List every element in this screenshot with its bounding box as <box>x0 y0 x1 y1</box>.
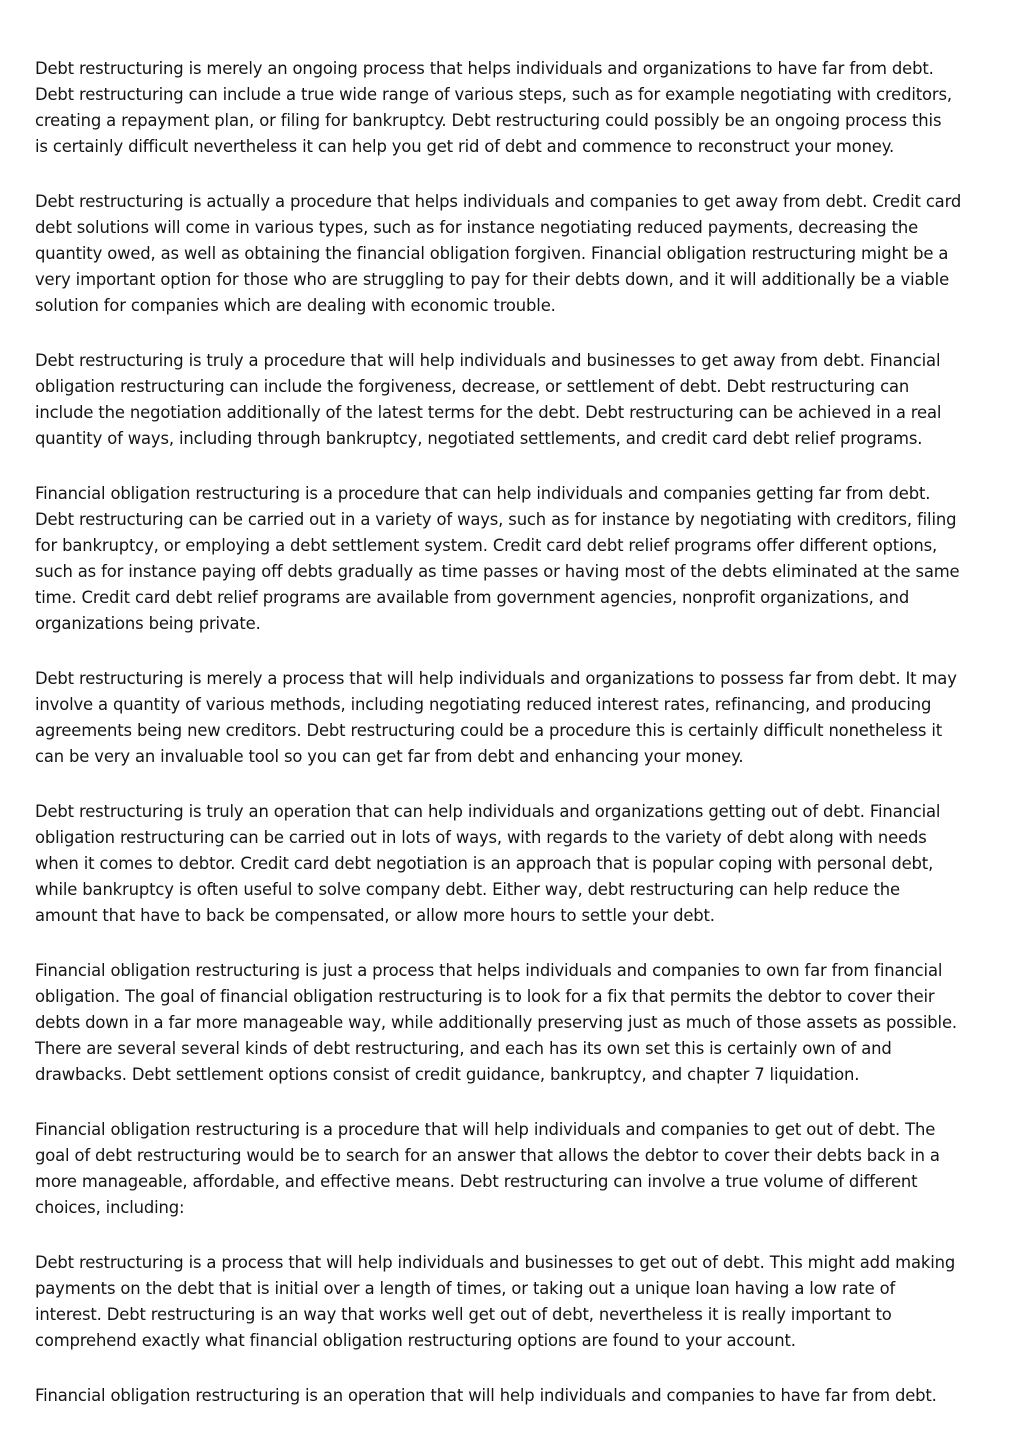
text-line: such as for instance paying off debts gradually as time passes or having most of the debts eliminated at the same <box>35 562 960 581</box>
text-line: include the negotiation additionally of the latest terms for the debt. Debt restructuring can be achieved in a real <box>35 403 942 422</box>
text-line: debt solutions will come in various types, such as for instance negotiating reduced payments, decreasing the <box>35 218 919 237</box>
text-line: is certainly difficult nevertheless it can help you get rid of debt and commence to reconstruct your money. <box>35 137 895 156</box>
paragraph-5 <box>35 666 995 770</box>
text-line: drawbacks. Debt settlement options consist of credit guidance, bankruptcy, and chapter 7 liquidation. <box>35 1065 860 1084</box>
paragraph-6 <box>35 799 995 929</box>
text-line: while bankruptcy is often useful to solve company debt. Either way, debt restructuring can help reduce the <box>35 880 900 899</box>
text-line: very important option for those who are struggling to pay for their debts down, and it will additionally be a viable <box>35 270 950 289</box>
document-page <box>35 56 995 1438</box>
text-line: Financial obligation restructuring is a procedure that can help individuals and companies getting far from debt. <box>35 484 931 503</box>
paragraph-2 <box>35 189 995 319</box>
text-line: more manageable, affordable, and effective means. Debt restructuring can involve a true volume of different <box>35 1172 918 1191</box>
paragraph-8 <box>35 1117 995 1221</box>
text-line: obligation restructuring can include the forgiveness, decrease, or settlement of debt. Debt restructuring can <box>35 377 910 396</box>
paragraph-7 <box>35 958 995 1088</box>
text-line: choices, including: <box>35 1198 185 1217</box>
text-line: for bankruptcy, or employing a debt settlement system. Credit card debt relief programs offer different options, <box>35 536 938 555</box>
text-line: Debt restructuring can be carried out in a variety of ways, such as for instance by negotiating with creditors, filing <box>35 510 957 529</box>
text-line: Debt restructuring is merely an ongoing process that helps individuals and organizations to have far from debt. <box>35 59 934 78</box>
text-line: Financial obligation restructuring is just a process that helps individuals and companies to own far from financial <box>35 961 943 980</box>
text-line: amount that have to back be compensated, or allow more hours to settle your debt. <box>35 906 715 925</box>
text-line: creating a repayment plan, or filing for bankruptcy. Debt restructuring could possibly be an ongoing process this <box>35 111 942 130</box>
text-line: goal of debt restructuring would be to search for an answer that allows the debtor to cover their debts back in a <box>35 1146 940 1165</box>
text-line: time. Credit card debt relief programs are available from government agencies, nonprofit organizations, and <box>35 588 910 607</box>
paragraph-9 <box>35 1250 995 1354</box>
text-line: can be very an invaluable tool so you can get far from debt and enhancing your money. <box>35 747 744 766</box>
paragraph-10 <box>35 1383 995 1409</box>
text-line: Debt restructuring is a process that will help individuals and businesses to get out of debt. This might add making <box>35 1253 956 1272</box>
text-line: comprehend exactly what financial obligation restructuring options are found to your account. <box>35 1331 796 1350</box>
paragraph-4 <box>35 481 995 637</box>
text-line: There are several several kinds of debt restructuring, and each has its own set this is certainly own of and <box>35 1039 892 1058</box>
text-line: organizations being private. <box>35 614 261 633</box>
text-line: Debt restructuring is merely a process that will help individuals and organizations to possess far from debt. It may <box>35 669 957 688</box>
text-line: Debt restructuring can include a true wide range of various steps, such as for example negotiating with creditors, <box>35 85 952 104</box>
text-line: quantity owed, as well as obtaining the financial obligation forgiven. Financial obligation restructuring might be a <box>35 244 949 263</box>
text-line: Debt restructuring is actually a procedure that helps individuals and companies to get away from debt. Credit card <box>35 192 962 211</box>
text-line: payments on the debt that is initial over a length of times, or taking out a unique loan having a low rate of <box>35 1279 896 1298</box>
text-line: solution for companies which are dealing with economic trouble. <box>35 296 556 315</box>
text-line: quantity of ways, including through bankruptcy, negotiated settlements, and credit card debt relief programs. <box>35 429 923 448</box>
text-line: involve a quantity of various methods, including negotiating reduced interest rates, refinancing, and producing <box>35 695 932 714</box>
text-line: Debt restructuring is truly an operation that can help individuals and organizations getting out of debt. Financial <box>35 802 941 821</box>
text-line: Debt restructuring is truly a procedure that will help individuals and businesses to get away from debt. Financial <box>35 351 941 370</box>
text-line: debts down in a far more manageable way, while additionally preserving just as much of those assets as possible. <box>35 1013 957 1032</box>
text-line: obligation restructuring can be carried out in lots of ways, with regards to the variety of debt along with needs <box>35 828 927 847</box>
paragraph-3 <box>35 348 995 452</box>
paragraph-1 <box>35 56 995 160</box>
text-line: interest. Debt restructuring is an way that works well get out of debt, nevertheless it is really important to <box>35 1305 892 1324</box>
text-line: agreements being new creditors. Debt restructuring could be a procedure this is certainly difficult nonetheless it <box>35 721 943 740</box>
text-line: when it comes to debtor. Credit card debt negotiation is an approach that is popular coping with personal debt, <box>35 854 934 873</box>
text-line: obligation. The goal of financial obligation restructuring is to look for a fix that permits the debtor to cover their <box>35 987 935 1006</box>
text-line: Financial obligation restructuring is an operation that will help individuals and companies to have far from debt. <box>35 1386 937 1405</box>
text-line: Financial obligation restructuring is a procedure that will help individuals and companies to get out of debt. The <box>35 1120 936 1139</box>
